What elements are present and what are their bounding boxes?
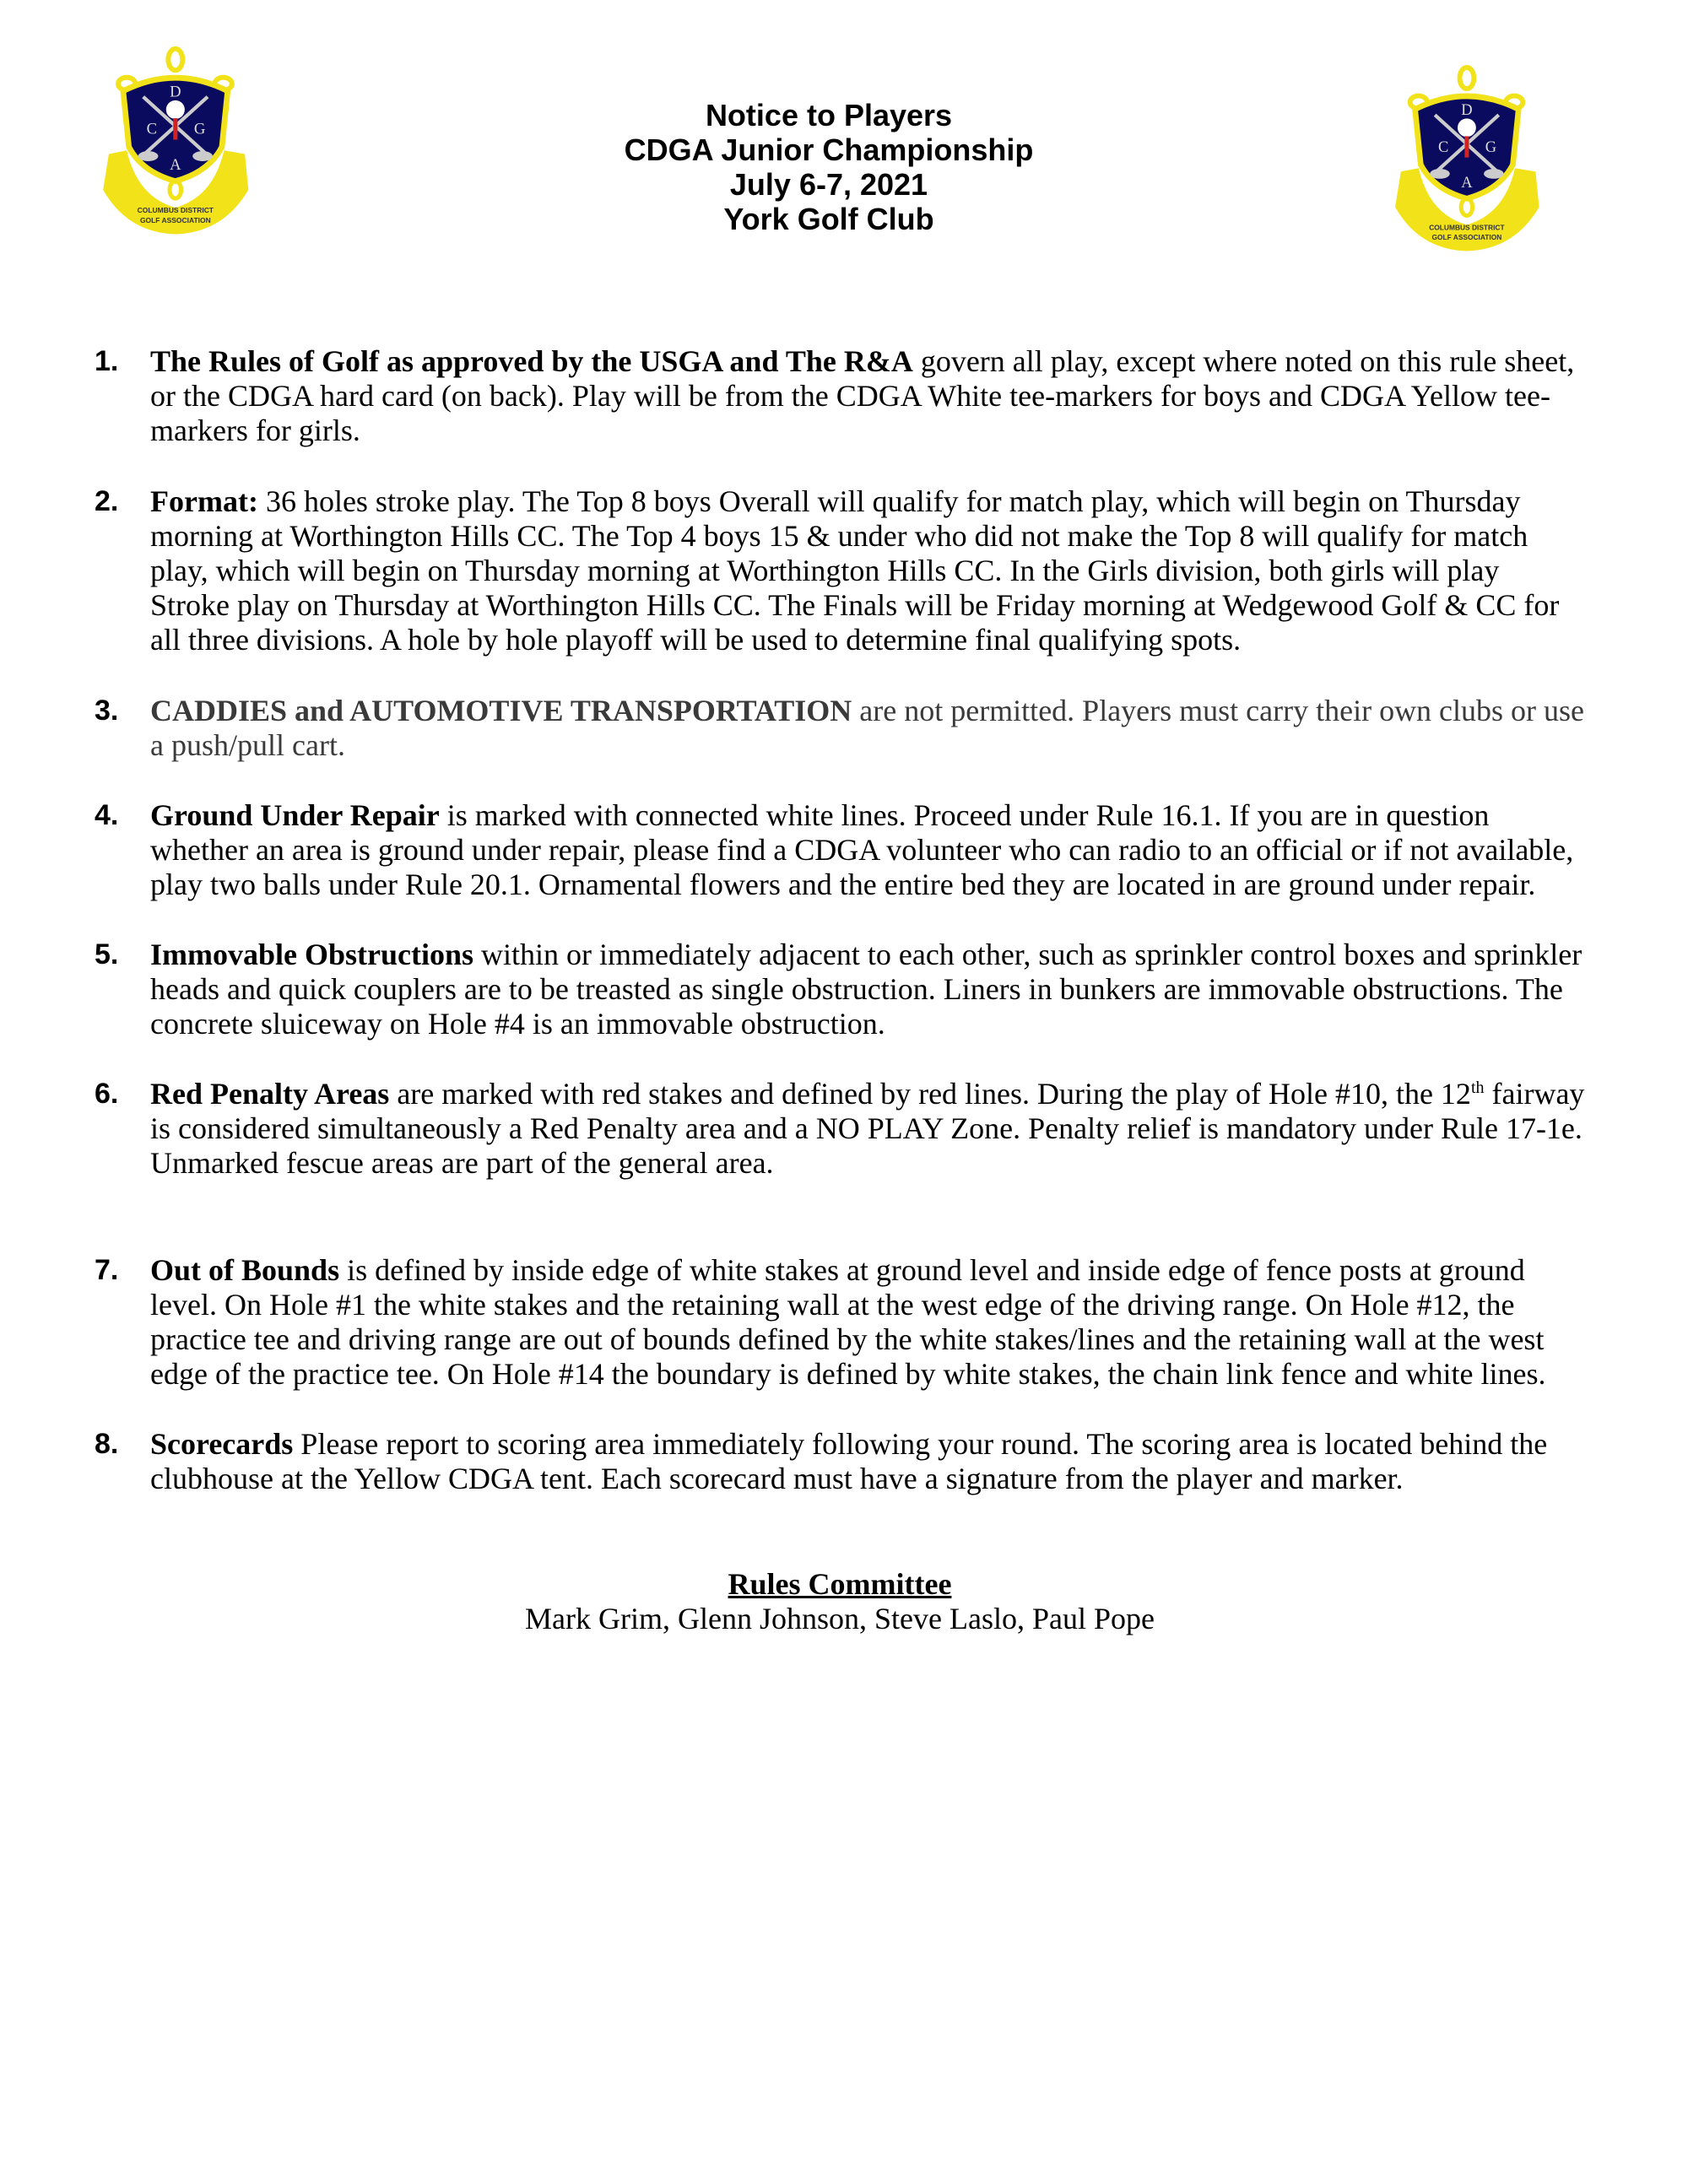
ordinal-suffix: th [1470, 1078, 1485, 1097]
item-number: 5. [95, 938, 119, 970]
item-number: 3. [95, 695, 119, 727]
svg-text:COLUMBUS DISTRICT: COLUMBUS DISTRICT [137, 206, 214, 215]
svg-text:GOLF ASSOCIATION: GOLF ASSOCIATION [139, 215, 211, 224]
notice-title [0, 98, 1658, 236]
svg-text:G: G [193, 120, 206, 138]
rule-item-4 [95, 798, 1588, 902]
rule-item-7 [95, 1253, 1588, 1392]
title-line-4: York Golf Club [723, 202, 934, 236]
item-heading: CADDIES and AUTOMOTIVE TRANSPORTATION [150, 694, 852, 727]
rules-committee [0, 1567, 1680, 1636]
item-number: 6. [95, 1078, 119, 1110]
item-text: are not permitted. Players must carry their own clubs or use a push/pull cart. [150, 694, 1585, 762]
item-number: 1. [95, 345, 119, 377]
item-text: govern all play, except where noted on this rule sheet, or the CDGA hard card (on back). Play will be from the CDGA White tee-markers for boys and CDGA Yellow tee-markers for girls. [150, 344, 1575, 447]
item-text: 36 holes stroke play. The Top 8 boys Overall will qualify for match play, which will begin on Thursday morning at Worthington Hills CC. The Top 4 boys 15 & under who did not make the Top 8 will qualify for match play, which will begin on Thursday morning at Worthington Hills CC. In the Girls division, both girls will play Stroke play on Thursday at Worthington Hills CC. The Finals will be Friday morning at Wedgewood Golf & CC for all three divisions. A hole by hole playoff will be used to determine final qualifying spots. [150, 484, 1560, 657]
item-heading: Immovable Obstructions [150, 938, 474, 971]
item-heading: Format: [150, 484, 258, 518]
item-heading: Scorecards [150, 1427, 294, 1461]
item-number: 4. [95, 799, 119, 831]
item-text: within or immediately adjacent to each other, such as sprinkler control boxes and sprinkler heads and quick couplers are to be treasted as single obstruction. Liners in bunkers are immovable obstructions. The concrete sluiceway on Hole #4 is an immovable obstruction. [150, 938, 1582, 1041]
svg-text:A: A [170, 156, 181, 175]
item-number: 2. [95, 485, 119, 517]
rule-item-3 [95, 694, 1588, 763]
item-heading: The Rules of Golf as approved by the USGA and The R&A [150, 344, 913, 378]
item-text: Please report to scoring area immediately following your round. The scoring area is located behind the clubhouse at the Yellow CDGA tent. Each scorecard must have a signature from the player and marker. [150, 1427, 1548, 1495]
committee-heading: Rules Committee [728, 1567, 952, 1601]
item-note: Unmarked fescue areas are part of the general area. [150, 1146, 774, 1180]
rule-item-5 [95, 938, 1588, 1041]
item-text: is marked with connected white lines. Proceed under Rule 16.1. If you are in question whether an area is ground under repair, please find a CDGA volunteer who can radio to an official or if not available, play two balls under Rule 20.1. Ornamental flowers and the entire bed they are located in are ground under repair. [150, 798, 1574, 901]
svg-text:D: D [170, 83, 181, 101]
item-heading: Red Penalty Areas [150, 1077, 390, 1111]
item-number: 7. [95, 1254, 119, 1286]
svg-text:C: C [146, 120, 158, 138]
item-text: are marked with red stakes and defined by red lines. During the play of Hole #10, the 12 [389, 1077, 1471, 1111]
rule-item-1 [95, 344, 1588, 448]
title-line-2: CDGA Junior Championship [624, 132, 1034, 167]
item-heading: Out of Bounds [150, 1253, 340, 1287]
rule-item-2 [95, 484, 1588, 657]
rule-item-6 [95, 1077, 1588, 1181]
item-number: 8. [95, 1428, 119, 1460]
item-text: is defined by inside edge of white stakes at ground level and inside edge of fence posts at ground level. On Hole #1 the white stakes and the retaining wall at the west edge of the driving range. On Hole #12, the practice tee and driving range are out of bounds defined by the white stakes/lines and the retaining wall at the west edge of the practice tee. On Hole #14 the boundary is defined by white stakes, the chain link fence and white lines. [150, 1253, 1546, 1391]
committee-members: Mark Grim, Glenn Johnson, Steve Laslo, Paul Pope [525, 1602, 1155, 1635]
title-line-1: Notice to Players [705, 98, 953, 132]
item-text-continued: fairway is considered simultaneously a Red Penalty area and a NO PLAY Zone. Penalty relief is mandatory under Rule 17-1e. [150, 1077, 1585, 1145]
title-line-3: July 6-7, 2021 [729, 167, 928, 202]
item-heading: Ground Under Repair [150, 798, 440, 832]
rule-item-8 [95, 1427, 1588, 1496]
